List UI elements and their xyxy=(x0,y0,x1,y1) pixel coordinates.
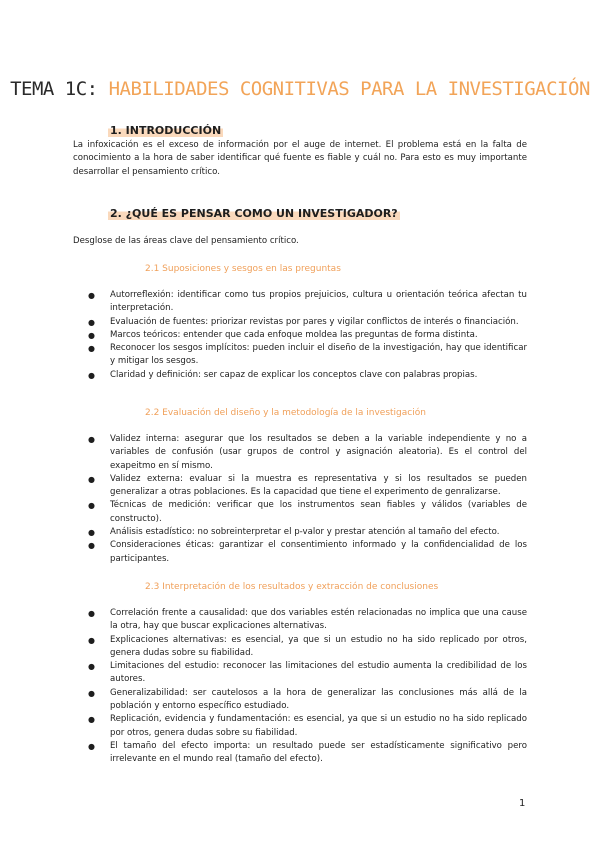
bullet-icon: ● xyxy=(88,528,95,538)
page-title xyxy=(0,78,600,100)
list-item xyxy=(75,342,527,369)
list-item xyxy=(75,539,527,566)
page-number: 1 xyxy=(519,798,526,809)
list-item xyxy=(75,634,527,661)
bullet-icon: ● xyxy=(88,474,95,484)
list-item-text: Explicaciones alternativas: es esencial, ya que si un estudio no ha sido replicado por otros, genera dudas sobre su fiabilidad. xyxy=(110,634,527,658)
list-item-text: Análisis estadístico: no sobreinterpretar el p-valor y prestar atención al tamaño del efecto. xyxy=(110,527,500,538)
bullet-icon: ● xyxy=(88,741,95,751)
subsection-title-2-2: 2.2 Evaluación del diseño y la metodología de la investigación xyxy=(145,408,426,418)
bullet-list-2-3 xyxy=(75,607,527,767)
list-item xyxy=(75,329,527,342)
list-item-text: Limitaciones del estudio: reconocer las limitaciones del estudio aumenta la credibilidad de los autores. xyxy=(110,661,527,685)
list-item-text: Consideraciones éticas: garantizar el consentimiento informado y la confidencialidad de los participantes. xyxy=(110,540,527,564)
list-item-text: Generalizabilidad: ser cautelosos a la hora de generalizar las conclusiones más allá de la población y entorno específico estudiado. xyxy=(110,687,527,712)
list-item-text: Marcos teóricos: entender que cada enfoque moldea las preguntas de forma distinta. xyxy=(110,329,478,340)
list-item-text: Autorreflexión: identificar como tus propios prejuicios, cultura u orientación teórica afectan tu interpretación. xyxy=(110,290,527,314)
list-item xyxy=(75,526,527,539)
list-item xyxy=(75,289,527,316)
list-item-text: Técnicas de medición: verificar que los instrumentos sean fiables y válidos (variables de constructo). xyxy=(110,500,527,524)
bullet-icon: ● xyxy=(88,688,95,698)
bullet-icon: ● xyxy=(88,609,95,618)
bullet-icon: ● xyxy=(88,662,95,672)
bullet-icon: ● xyxy=(88,344,95,354)
list-item xyxy=(75,473,527,500)
bullet-icon: ● xyxy=(88,715,95,725)
section-heading-introduccion: 1. INTRODUCCIÓN xyxy=(110,124,222,137)
bullet-icon: ● xyxy=(88,501,95,511)
bullet-icon: ● xyxy=(88,370,95,380)
subsection-title-2-1: 2.1 Suposiciones y sesgos en las preguntas xyxy=(145,264,341,274)
list-item-text: El tamaño del efecto importa: un resultado puede ser estadísticamente significativo pero irrelevante en el mundo real (tamaño del efecto). xyxy=(110,740,527,765)
intro-paragraph: La infoxicación es el exceso de información por el auge de internet. El problema está en la falta de conocimiento a la hora de saber identificar qué fuente es fiable y cuál no. Para esto es muy importante desarrollar el pensamiento crítico. xyxy=(73,140,527,177)
list-item-text: Validez externa: evaluar si la muestra es representativa y si los resultados se pueden generalizar a otras poblaciones. Es la capacidad que tiene el experimento de genralizarse. xyxy=(110,473,527,498)
list-item xyxy=(75,687,527,714)
list-item xyxy=(75,369,527,382)
bullet-icon: ● xyxy=(88,541,95,551)
bullet-icon: ● xyxy=(88,317,95,327)
list-item xyxy=(75,740,527,767)
list-item-text: Claridad y definición: ser capaz de explicar los conceptos clave con palabras propias. xyxy=(110,369,478,380)
subsection-title-2-3: 2.3 Interpretación de los resultados y extracción de conclusiones xyxy=(145,582,439,592)
list-item xyxy=(75,316,527,329)
bullet-icon: ● xyxy=(88,330,95,340)
list-item xyxy=(75,660,527,687)
bullet-list-2-1 xyxy=(75,289,527,382)
title-subtitle: HABILIDADES COGNITIVAS PARA LA INVESTIGACIÓN xyxy=(108,78,590,100)
list-item xyxy=(75,607,527,634)
bullet-icon: ● xyxy=(88,435,95,444)
list-item-text: Correlación frente a causalidad: que dos variables estén relacionadas no implica que una cause la otra, hay que buscar explicaciones alternativas. xyxy=(110,608,527,632)
title-main: TEMA 1C: xyxy=(10,78,109,100)
bullet-list-2-2 xyxy=(75,433,527,566)
section2-intro: Desglose de las áreas clave del pensamiento crítico. xyxy=(73,236,299,246)
list-item-text: Replicación, evidencia y fundamentación: es esencial, ya que si un estudio no ha sido replicado por otros, genera dudas sobre su fiabilidad. xyxy=(110,714,527,738)
bullet-icon: ● xyxy=(88,635,95,645)
section-heading-pensar: 2. ¿QUÉ ES PENSAR COMO UN INVESTIGADOR? xyxy=(110,207,398,220)
list-item-text: Reconocer los sesgos implícitos: pueden incluir el diseño de la investigación, hay que identificar y mitigar los sesgos. xyxy=(110,343,527,367)
list-item xyxy=(75,433,527,473)
list-item xyxy=(75,499,527,526)
list-item-text: Validez interna: asegurar que los resultados se deben a la variable independiente y no a variables de confusión (usar grupos de control y asignación aleatoria). Es el control del exapeitmo en sí mismo. xyxy=(110,434,527,471)
list-item xyxy=(75,713,527,740)
bullet-icon: ● xyxy=(88,291,95,300)
list-item-text: Evaluación de fuentes: priorizar revistas por pares y vigilar conflictos de interés o financiación. xyxy=(110,316,519,327)
